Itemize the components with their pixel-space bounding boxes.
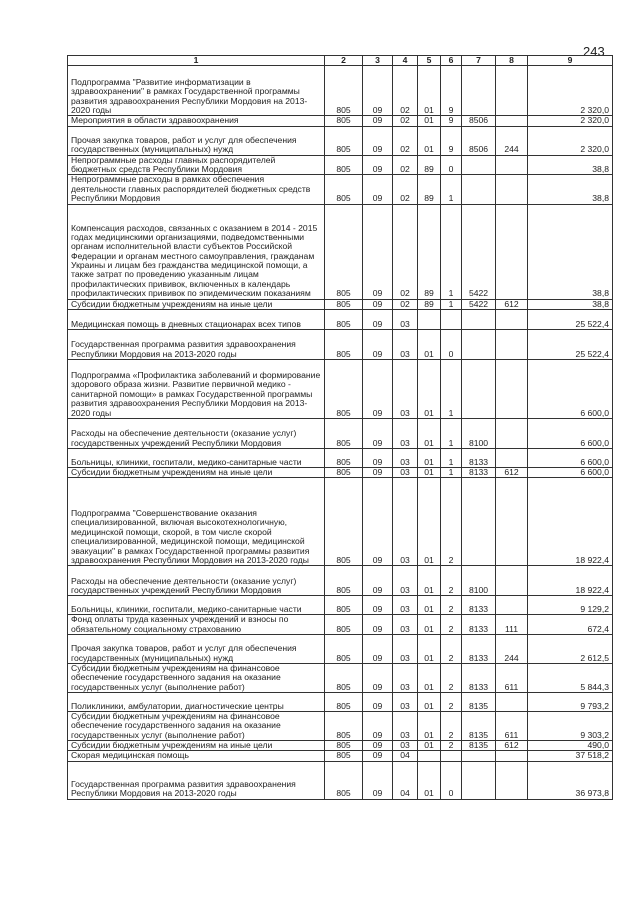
row-code-cell: 805 xyxy=(325,66,363,116)
row-name-cell: Подпрограмма "Совершенствование оказания специализированной, включая высокотехнологичную, медицинской помощи, скорой, в том числе скорой специализированной, медицинской помощи, медицинской эвакуации" в рамках Государственной программы развития здравоохранения Республики Мордовия на 2013-2020 годы xyxy=(68,478,325,566)
row-code-cell: 805 xyxy=(325,116,363,126)
row-code-cell xyxy=(496,116,528,126)
row-code-cell: 09 xyxy=(363,467,393,477)
row-name-cell: Субсидии бюджетным учреждениям на иные цели xyxy=(68,299,325,309)
row-name-cell: Поликлиники, амбулатории, диагностические центры xyxy=(68,693,325,712)
row-code-cell xyxy=(496,478,528,566)
table-header-row xyxy=(68,56,613,66)
row-code-cell: 1 xyxy=(441,204,462,299)
row-code-cell: 09 xyxy=(363,116,393,126)
row-code-cell: 03 xyxy=(393,615,418,635)
table-row xyxy=(68,418,613,448)
row-code-cell: 8506 xyxy=(462,126,496,155)
budget-table xyxy=(67,55,613,800)
row-code-cell: 04 xyxy=(393,761,418,799)
row-code-cell xyxy=(496,751,528,761)
row-name-cell: Прочая закупка товаров, работ и услуг для обеспечения государственных (муниципальных) нужд xyxy=(68,634,325,663)
row-amount-cell: 6 600,0 xyxy=(528,359,613,418)
table-row xyxy=(68,615,613,635)
row-code-cell: 09 xyxy=(363,175,393,204)
row-code-cell: 8133 xyxy=(462,448,496,467)
row-amount-cell: 2 612,5 xyxy=(528,634,613,663)
row-code-cell: 09 xyxy=(363,204,393,299)
row-code-cell: 09 xyxy=(363,155,393,175)
row-code-cell: 611 xyxy=(496,663,528,692)
row-amount-cell: 6 600,0 xyxy=(528,448,613,467)
row-code-cell: 09 xyxy=(363,126,393,155)
table-row xyxy=(68,751,613,761)
table-row xyxy=(68,204,613,299)
row-amount-cell: 9 303,2 xyxy=(528,712,613,741)
table-row xyxy=(68,175,613,204)
row-code-cell: 89 xyxy=(418,175,441,204)
row-code-cell: 2 xyxy=(441,634,462,663)
row-code-cell xyxy=(462,751,496,761)
column-header: 1 xyxy=(68,56,325,66)
row-code-cell: 805 xyxy=(325,448,363,467)
table-row xyxy=(68,329,613,359)
row-code-cell xyxy=(496,155,528,175)
row-code-cell: 2 xyxy=(441,566,462,596)
row-amount-cell: 6 600,0 xyxy=(528,467,613,477)
row-code-cell: 2 xyxy=(441,712,462,741)
row-name-cell: Расходы на обеспечение деятельности (оказание услуг) государственных учреждений Республики Мордовия xyxy=(68,418,325,448)
row-code-cell: 805 xyxy=(325,596,363,615)
row-name-cell: Прочая закупка товаров, работ и услуг для обеспечения государственных (муниципальных) нужд xyxy=(68,126,325,155)
row-code-cell: 01 xyxy=(418,761,441,799)
row-code-cell: 89 xyxy=(418,155,441,175)
row-code-cell: 244 xyxy=(496,634,528,663)
row-code-cell xyxy=(418,309,441,329)
row-code-cell: 8135 xyxy=(462,741,496,751)
table-row xyxy=(68,448,613,467)
row-code-cell: 02 xyxy=(393,204,418,299)
row-code-cell: 805 xyxy=(325,359,363,418)
row-code-cell: 2 xyxy=(441,663,462,692)
table-row xyxy=(68,566,613,596)
row-amount-cell: 37 518,2 xyxy=(528,751,613,761)
row-amount-cell: 36 973,8 xyxy=(528,761,613,799)
row-code-cell: 2 xyxy=(441,596,462,615)
row-code-cell xyxy=(496,66,528,116)
row-code-cell: 03 xyxy=(393,634,418,663)
row-amount-cell: 6 600,0 xyxy=(528,418,613,448)
row-code-cell: 09 xyxy=(363,478,393,566)
row-code-cell: 01 xyxy=(418,448,441,467)
row-name-cell: Медицинская помощь в дневных стационарах всех типов xyxy=(68,309,325,329)
row-code-cell: 805 xyxy=(325,566,363,596)
column-header: 7 xyxy=(462,56,496,66)
row-code-cell: 01 xyxy=(418,741,441,751)
row-code-cell: 805 xyxy=(325,467,363,477)
row-code-cell xyxy=(462,309,496,329)
row-code-cell: 805 xyxy=(325,693,363,712)
row-code-cell: 805 xyxy=(325,741,363,751)
row-amount-cell: 25 522,4 xyxy=(528,309,613,329)
row-name-cell: Компенсация расходов, связанных с оказанием в 2014 - 2015 годах медицинскими организациями, подведомственными органам исполнительной власти субъектов Российской Федерации и органам местного самоуправления, гражданам Украины и лицам без гражданства медицинской помощи, а также затрат по проведению указанным лицам профилактических прививок, включенных в календарь профилактических прививок по эпидемическим показаниям xyxy=(68,204,325,299)
table-row xyxy=(68,116,613,126)
row-code-cell: 1 xyxy=(441,418,462,448)
row-code-cell xyxy=(496,309,528,329)
row-code-cell: 09 xyxy=(363,663,393,692)
table-row xyxy=(68,467,613,477)
row-code-cell: 09 xyxy=(363,712,393,741)
row-code-cell: 01 xyxy=(418,615,441,635)
row-code-cell: 03 xyxy=(393,741,418,751)
row-code-cell: 5422 xyxy=(462,299,496,309)
row-code-cell: 01 xyxy=(418,634,441,663)
row-code-cell: 805 xyxy=(325,634,363,663)
row-code-cell xyxy=(462,359,496,418)
column-header: 5 xyxy=(418,56,441,66)
row-code-cell xyxy=(496,761,528,799)
row-amount-cell: 9 129,2 xyxy=(528,596,613,615)
row-code-cell: 805 xyxy=(325,175,363,204)
column-header: 4 xyxy=(393,56,418,66)
row-code-cell: 01 xyxy=(418,418,441,448)
row-code-cell: 01 xyxy=(418,126,441,155)
row-code-cell: 09 xyxy=(363,299,393,309)
row-code-cell: 1 xyxy=(441,299,462,309)
row-code-cell: 805 xyxy=(325,204,363,299)
row-code-cell: 2 xyxy=(441,693,462,712)
row-code-cell: 8100 xyxy=(462,566,496,596)
row-code-cell xyxy=(496,418,528,448)
row-code-cell: 89 xyxy=(418,299,441,309)
row-code-cell: 03 xyxy=(393,418,418,448)
row-code-cell: 0 xyxy=(441,155,462,175)
row-code-cell: 2 xyxy=(441,478,462,566)
row-code-cell: 03 xyxy=(393,329,418,359)
row-code-cell xyxy=(496,175,528,204)
row-code-cell: 02 xyxy=(393,155,418,175)
row-code-cell: 03 xyxy=(393,693,418,712)
row-code-cell xyxy=(462,329,496,359)
row-code-cell: 9 xyxy=(441,66,462,116)
row-code-cell: 0 xyxy=(441,329,462,359)
row-code-cell: 805 xyxy=(325,615,363,635)
row-code-cell xyxy=(496,329,528,359)
row-code-cell: 01 xyxy=(418,663,441,692)
row-name-cell: Расходы на обеспечение деятельности (оказание услуг) государственных учреждений Республики Мордовия xyxy=(68,566,325,596)
row-code-cell: 03 xyxy=(393,712,418,741)
row-code-cell: 8100 xyxy=(462,418,496,448)
row-code-cell: 8506 xyxy=(462,116,496,126)
row-name-cell: Подпрограмма «Профилактика заболеваний и формирование здорового образа жизни. Развитие первичной медико - санитарной помощи» в рамках Государственной программы развития здравоохранения Республики Мордовия на 2013-2020 годы xyxy=(68,359,325,418)
row-code-cell: 612 xyxy=(496,467,528,477)
row-amount-cell: 5 844,3 xyxy=(528,663,613,692)
row-code-cell: 09 xyxy=(363,448,393,467)
row-amount-cell: 38,8 xyxy=(528,204,613,299)
row-code-cell: 8133 xyxy=(462,467,496,477)
row-code-cell: 805 xyxy=(325,155,363,175)
row-code-cell: 09 xyxy=(363,566,393,596)
row-name-cell: Государственная программа развития здравоохранения Республики Мордовия на 2013-2020 годы xyxy=(68,329,325,359)
table-row xyxy=(68,712,613,741)
table-row xyxy=(68,126,613,155)
row-code-cell xyxy=(418,751,441,761)
row-code-cell xyxy=(496,596,528,615)
row-amount-cell: 18 922,4 xyxy=(528,566,613,596)
table-row xyxy=(68,596,613,615)
row-code-cell: 89 xyxy=(418,204,441,299)
row-code-cell: 09 xyxy=(363,615,393,635)
row-name-cell: Фонд оплаты труда казенных учреждений и взносы по обязательному социальному страхованию xyxy=(68,615,325,635)
row-code-cell: 805 xyxy=(325,126,363,155)
table-row xyxy=(68,309,613,329)
row-code-cell: 805 xyxy=(325,761,363,799)
row-code-cell: 1 xyxy=(441,467,462,477)
row-code-cell: 03 xyxy=(393,467,418,477)
row-code-cell xyxy=(496,448,528,467)
row-code-cell: 9 xyxy=(441,126,462,155)
column-header: 9 xyxy=(528,56,613,66)
table-row xyxy=(68,693,613,712)
row-code-cell: 09 xyxy=(363,741,393,751)
row-code-cell: 01 xyxy=(418,467,441,477)
row-name-cell: Непрограммные расходы главных распорядителей бюджетных средств Республики Мордовия xyxy=(68,155,325,175)
row-name-cell: Скорая медицинская помощь xyxy=(68,751,325,761)
row-code-cell: 09 xyxy=(363,693,393,712)
table-row xyxy=(68,66,613,116)
row-code-cell xyxy=(441,751,462,761)
row-code-cell: 09 xyxy=(363,751,393,761)
row-code-cell: 01 xyxy=(418,359,441,418)
row-code-cell: 09 xyxy=(363,359,393,418)
row-code-cell: 02 xyxy=(393,116,418,126)
row-code-cell: 09 xyxy=(363,309,393,329)
table-row xyxy=(68,741,613,751)
row-code-cell: 09 xyxy=(363,596,393,615)
page-number: 243 xyxy=(583,44,605,59)
row-amount-cell: 672,4 xyxy=(528,615,613,635)
row-code-cell: 09 xyxy=(363,329,393,359)
row-code-cell: 04 xyxy=(393,751,418,761)
row-code-cell: 244 xyxy=(496,126,528,155)
row-code-cell: 8133 xyxy=(462,615,496,635)
row-code-cell: 01 xyxy=(418,596,441,615)
table-row xyxy=(68,634,613,663)
row-code-cell: 8133 xyxy=(462,663,496,692)
row-code-cell: 805 xyxy=(325,299,363,309)
row-code-cell: 805 xyxy=(325,712,363,741)
row-amount-cell: 490,0 xyxy=(528,741,613,751)
row-code-cell xyxy=(462,66,496,116)
row-code-cell: 8135 xyxy=(462,693,496,712)
table-row xyxy=(68,761,613,799)
row-code-cell: 1 xyxy=(441,448,462,467)
row-code-cell: 03 xyxy=(393,309,418,329)
row-code-cell: 612 xyxy=(496,741,528,751)
row-amount-cell: 2 320,0 xyxy=(528,66,613,116)
row-code-cell xyxy=(496,204,528,299)
row-code-cell: 01 xyxy=(418,693,441,712)
row-code-cell: 5422 xyxy=(462,204,496,299)
column-header: 3 xyxy=(363,56,393,66)
row-name-cell: Мероприятия в области здравоохранения xyxy=(68,116,325,126)
row-amount-cell: 38,8 xyxy=(528,299,613,309)
row-code-cell: 02 xyxy=(393,66,418,116)
row-code-cell xyxy=(441,309,462,329)
row-code-cell: 09 xyxy=(363,634,393,663)
row-code-cell: 612 xyxy=(496,299,528,309)
row-amount-cell: 2 320,0 xyxy=(528,126,613,155)
row-code-cell: 111 xyxy=(496,615,528,635)
row-code-cell: 01 xyxy=(418,566,441,596)
row-code-cell: 03 xyxy=(393,359,418,418)
row-name-cell: Субсидии бюджетным учреждениям на финансовое обеспечение государственного задания на оказание государственных услуг (выполнение работ) xyxy=(68,663,325,692)
row-code-cell: 8133 xyxy=(462,634,496,663)
row-code-cell xyxy=(496,566,528,596)
row-code-cell: 805 xyxy=(325,329,363,359)
row-name-cell: Субсидии бюджетным учреждениям на иные цели xyxy=(68,467,325,477)
row-code-cell: 01 xyxy=(418,478,441,566)
row-amount-cell: 18 922,4 xyxy=(528,478,613,566)
row-code-cell xyxy=(462,478,496,566)
row-code-cell: 09 xyxy=(363,418,393,448)
row-code-cell: 09 xyxy=(363,66,393,116)
row-name-cell: Субсидии бюджетным учреждениям на финансовое обеспечение государственного задания на оказание государственных услуг (выполнение работ) xyxy=(68,712,325,741)
row-code-cell: 03 xyxy=(393,566,418,596)
row-amount-cell: 38,8 xyxy=(528,175,613,204)
row-code-cell: 03 xyxy=(393,478,418,566)
row-code-cell: 01 xyxy=(418,329,441,359)
row-name-cell: Больницы, клиники, госпитали, медико-санитарные части xyxy=(68,448,325,467)
row-code-cell xyxy=(462,155,496,175)
row-code-cell xyxy=(462,761,496,799)
table-row xyxy=(68,478,613,566)
table-row xyxy=(68,155,613,175)
row-code-cell: 01 xyxy=(418,66,441,116)
row-code-cell: 02 xyxy=(393,175,418,204)
row-amount-cell: 38,8 xyxy=(528,155,613,175)
row-code-cell: 02 xyxy=(393,299,418,309)
table-row xyxy=(68,299,613,309)
row-code-cell: 805 xyxy=(325,418,363,448)
row-code-cell: 1 xyxy=(441,359,462,418)
table-row xyxy=(68,359,613,418)
row-name-cell: Государственная программа развития здравоохранения Республики Мордовия на 2013-2020 годы xyxy=(68,761,325,799)
row-code-cell xyxy=(496,693,528,712)
row-code-cell: 2 xyxy=(441,615,462,635)
row-code-cell: 805 xyxy=(325,478,363,566)
row-code-cell: 8135 xyxy=(462,712,496,741)
row-code-cell: 03 xyxy=(393,663,418,692)
row-code-cell: 611 xyxy=(496,712,528,741)
row-amount-cell: 25 522,4 xyxy=(528,329,613,359)
row-code-cell: 09 xyxy=(363,761,393,799)
row-code-cell xyxy=(462,175,496,204)
row-code-cell: 805 xyxy=(325,751,363,761)
row-code-cell: 01 xyxy=(418,712,441,741)
row-code-cell: 805 xyxy=(325,309,363,329)
row-code-cell: 9 xyxy=(441,116,462,126)
row-code-cell: 2 xyxy=(441,741,462,751)
row-amount-cell: 9 793,2 xyxy=(528,693,613,712)
row-name-cell: Подпрограмма "Развитие информатизации в здравоохранении" в рамках Государственной программы развития здравоохранения Республики Мордовия на 2013-2020 годы xyxy=(68,66,325,116)
row-code-cell: 03 xyxy=(393,448,418,467)
row-name-cell: Непрограммные расходы в рамках обеспечения деятельности главных распорядителей бюджетных средств Республики Мордовия xyxy=(68,175,325,204)
row-code-cell xyxy=(496,359,528,418)
row-amount-cell: 2 320,0 xyxy=(528,116,613,126)
row-name-cell: Больницы, клиники, госпитали, медико-санитарные части xyxy=(68,596,325,615)
column-header: 8 xyxy=(496,56,528,66)
row-code-cell: 02 xyxy=(393,126,418,155)
row-code-cell: 01 xyxy=(418,116,441,126)
column-header: 6 xyxy=(441,56,462,66)
row-code-cell: 0 xyxy=(441,761,462,799)
row-name-cell: Субсидии бюджетным учреждениям на иные цели xyxy=(68,741,325,751)
column-header: 2 xyxy=(325,56,363,66)
row-code-cell: 03 xyxy=(393,596,418,615)
row-code-cell: 805 xyxy=(325,663,363,692)
row-code-cell: 1 xyxy=(441,175,462,204)
table-row xyxy=(68,663,613,692)
row-code-cell: 8133 xyxy=(462,596,496,615)
